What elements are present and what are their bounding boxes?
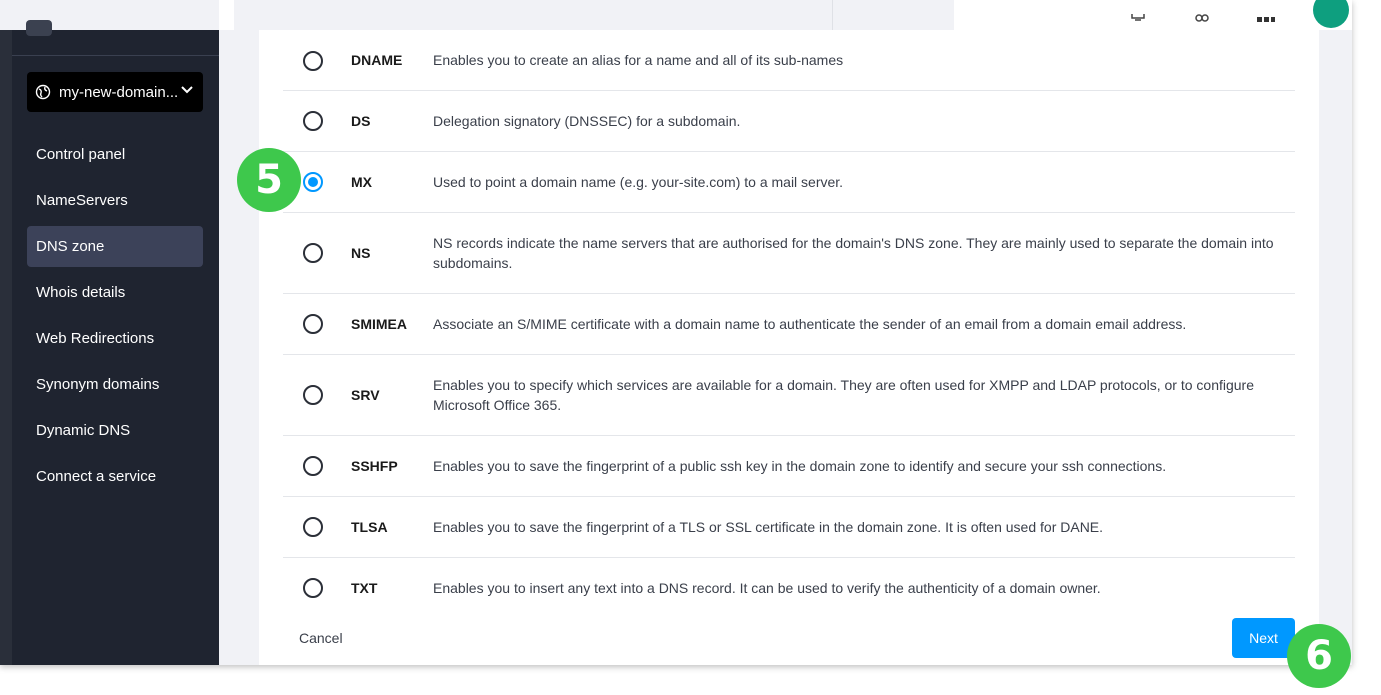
radio-dname[interactable] [303, 51, 323, 71]
record-row-srv[interactable] [283, 355, 1295, 436]
cancel-button[interactable]: Cancel [299, 630, 343, 646]
radio-srv[interactable] [303, 385, 323, 405]
bell-icon[interactable] [1129, 14, 1147, 24]
record-description: Delegation signatory (DNSSEC) for a subdomain. [433, 113, 741, 129]
next-button[interactable]: Next [1232, 618, 1295, 658]
radio-ns[interactable] [303, 243, 323, 263]
record-type-label: TLSA [351, 519, 388, 535]
record-row-sshfp[interactable] [283, 436, 1295, 497]
radio-smimea[interactable] [303, 314, 323, 334]
sidebar-header [12, 30, 219, 56]
record-row-ns[interactable] [283, 213, 1295, 294]
sidebar-item-dns-zone[interactable]: DNS zone [27, 226, 203, 267]
sidebar-item-web-redirections[interactable]: Web Redirections [36, 330, 155, 347]
sidebar-nav [27, 134, 203, 502]
record-description: NS records indicate the name servers that are authorised for the domain's DNS zone. They are mainly used to separate the domain into subdomains. [433, 235, 1274, 271]
record-row-txt[interactable] [283, 558, 1295, 619]
record-description: Enables you to save the fingerprint of a TLS or SSL certificate in the domain zone. It is often used for DANE. [433, 519, 1104, 535]
record-type-label: MX [351, 174, 372, 190]
sidebar-item-whois-details[interactable]: Whois details [36, 284, 126, 301]
apps-grid-icon[interactable] [1257, 14, 1275, 24]
sidebar-logo [26, 20, 52, 36]
record-type-card [259, 30, 1319, 665]
record-type-label: SRV [351, 387, 380, 403]
radio-sshfp[interactable] [303, 456, 323, 476]
sidebar-rail [0, 30, 12, 665]
radio-ds[interactable] [303, 111, 323, 131]
record-type-label: SSHFP [351, 458, 398, 474]
record-type-label: DNAME [351, 52, 403, 68]
step-badge-6: 6 [1287, 624, 1351, 688]
record-row-smimea[interactable] [283, 294, 1295, 355]
users-icon[interactable] [1193, 14, 1211, 24]
sidebar-item-synonym-domains[interactable]: Synonym domains [36, 376, 160, 393]
domain-selector[interactable] [27, 72, 203, 112]
user-avatar[interactable] [1313, 0, 1349, 28]
record-description: Enables you to create an alias for a name and all of its sub-names [433, 52, 844, 68]
record-description: Enables you to save the fingerprint of a public ssh key in the domain zone to identify and secure your ssh connections. [433, 458, 1167, 474]
record-description: Used to point a domain name (e.g. your-site.com) to a mail server. [433, 174, 844, 190]
radio-tlsa[interactable] [303, 517, 323, 537]
record-description: Enables you to insert any text into a DNS record. It can be used to verify the authenticity of a domain owner. [433, 580, 1101, 596]
record-type-label: SMIMEA [351, 316, 407, 332]
radio-mx[interactable] [303, 172, 323, 192]
chevron-down-icon [180, 83, 194, 97]
record-row-tlsa[interactable] [283, 497, 1295, 558]
record-description: Associate an S/MIME certificate with a domain name to authenticate the sender of an email from a domain email address. [433, 316, 1187, 332]
record-type-label: NS [351, 245, 371, 261]
sidebar-item-connect-a-service[interactable]: Connect a service [36, 468, 157, 485]
top-bar [219, 0, 1352, 30]
domain-selector-label: my-new-domain... [59, 83, 179, 101]
sidebar-item-nameservers[interactable]: NameServers [36, 192, 128, 209]
step-badge-5: 5 [237, 148, 301, 212]
globe-icon [35, 84, 51, 100]
radio-txt[interactable] [303, 578, 323, 598]
record-type-label: DS [351, 113, 371, 129]
record-row-ds[interactable] [283, 91, 1295, 152]
sidebar [0, 30, 219, 665]
sidebar-item-dynamic-dns[interactable]: Dynamic DNS [36, 422, 131, 439]
record-type-label: TXT [351, 580, 378, 596]
record-row-mx[interactable] [283, 152, 1295, 213]
record-row-dname[interactable] [283, 30, 1295, 91]
record-type-list [283, 30, 1295, 619]
record-description: Enables you to specify which services are available for a domain. They are often used for XMPP and LDAP protocols, or to configure Microsoft Office 365. [433, 377, 1255, 413]
sidebar-item-control-panel[interactable]: Control panel [36, 146, 126, 163]
